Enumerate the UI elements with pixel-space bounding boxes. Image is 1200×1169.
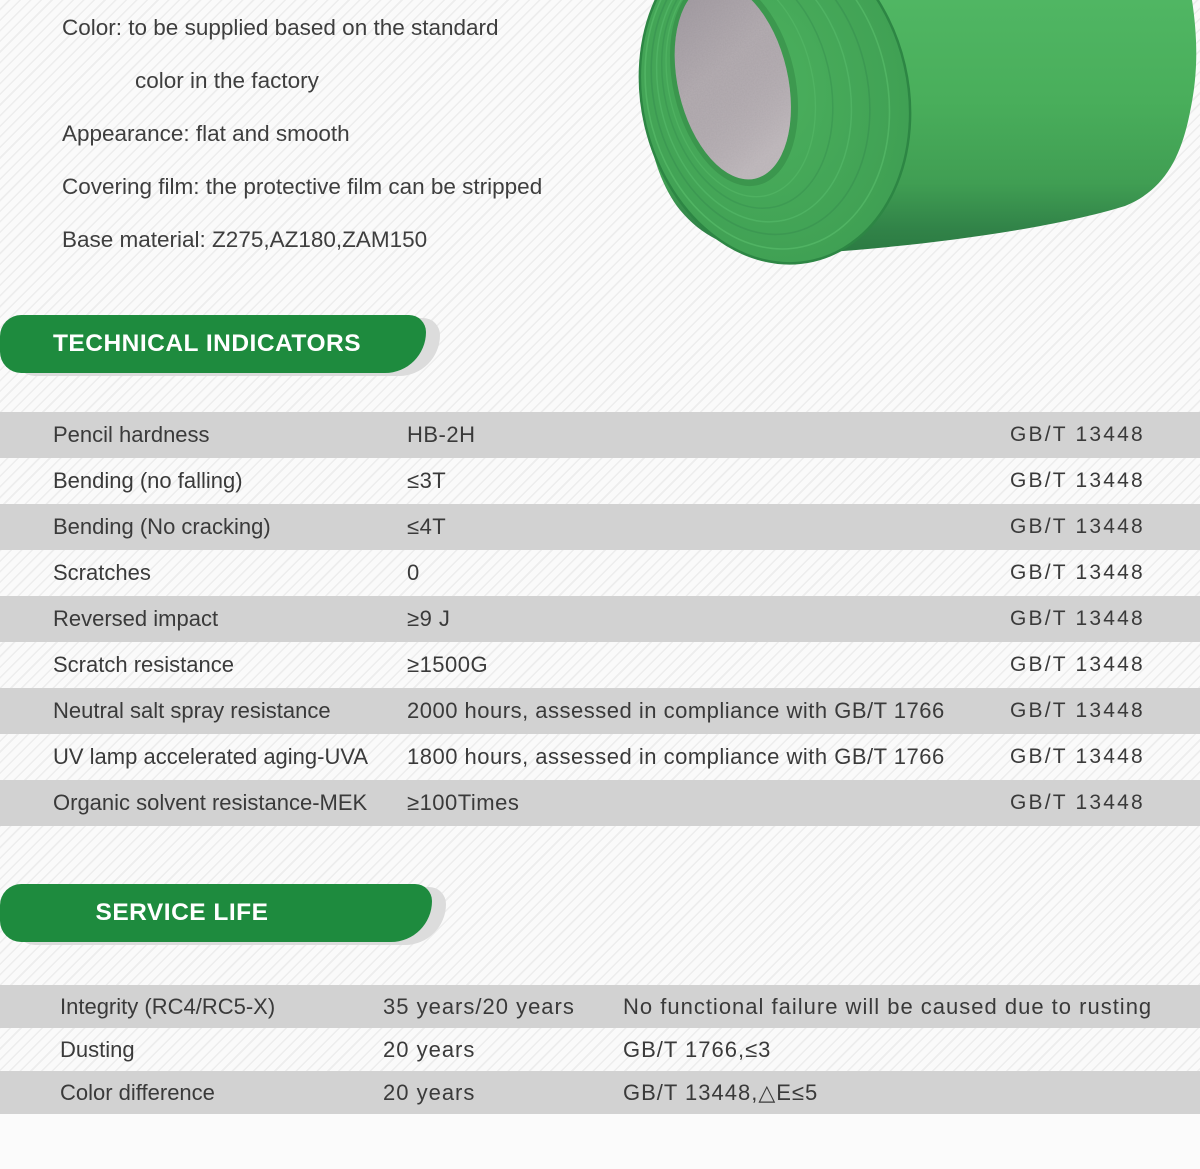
row-standard: No functional failure will be caused due to rusting [623, 993, 1153, 1019]
table-row [0, 596, 1200, 642]
table-row [0, 458, 1200, 504]
section-title-technical-indicators: TECHNICAL INDICATORS [52, 330, 362, 357]
row-item: Bending (No cracking) [53, 514, 271, 539]
row-standard: GB/T 13448 [1010, 791, 1145, 814]
row-item: Scratch resistance [53, 652, 234, 677]
row-item: Reversed impact [53, 606, 219, 631]
table-row [0, 1071, 1200, 1114]
table-row [0, 550, 1200, 596]
row-value: ≥1500G [407, 652, 489, 677]
table-row [0, 1028, 1200, 1071]
row-standard: GB/T 13448 [1010, 745, 1145, 768]
green-steel-coil-image [628, 0, 1200, 268]
row-value: 1800 hours, assessed in compliance with GB/T 1766 [407, 744, 945, 769]
table-row [0, 642, 1200, 688]
technical-indicators-table [0, 412, 1200, 826]
table-row [0, 780, 1200, 826]
row-item: Neutral salt spray resistance [53, 698, 331, 723]
row-value: ≥9 J [407, 606, 451, 631]
row-value: 35 years/20 years [383, 993, 575, 1019]
row-value: 2000 hours, assessed in compliance with GB/T 1766 [407, 698, 945, 723]
row-standard: GB/T 13448 [1010, 423, 1145, 446]
page-bottom-whitespace [0, 1114, 1200, 1169]
row-standard: GB/T 1766,≤3 [623, 1036, 772, 1062]
table-row [0, 688, 1200, 734]
section-banner-service-life [0, 884, 432, 942]
row-standard: GB/T 13448 [1010, 515, 1145, 538]
feature-appearance: Appearance: flat and smooth [62, 121, 350, 146]
row-standard: GB/T 13448 [1010, 699, 1145, 722]
row-item: Organic solvent resistance-MEK [53, 790, 368, 815]
row-standard: GB/T 13448 [1010, 561, 1145, 584]
product-features-list [62, 14, 542, 279]
table-row [0, 412, 1200, 458]
row-value: ≤4T [407, 514, 447, 539]
row-item: Scratches [53, 560, 151, 585]
row-value: 0 [407, 560, 420, 585]
table-row [0, 734, 1200, 780]
feature-base-material: Base material: Z275,AZ180,ZAM150 [62, 227, 428, 252]
table-row [0, 504, 1200, 550]
row-item: Color difference [60, 1079, 215, 1105]
row-standard: GB/T 13448 [1010, 607, 1145, 630]
section-banner-technical-indicators [0, 315, 426, 373]
table-row [0, 985, 1200, 1028]
feature-color-line2: color in the factory [135, 68, 319, 93]
row-standard: GB/T 13448,△E≤5 [623, 1079, 819, 1105]
row-value: ≥100Times [407, 790, 520, 815]
row-value: 20 years [383, 1079, 476, 1105]
feature-covering-film: Covering film: the protective film can be stripped [62, 174, 543, 199]
section-title-service-life: SERVICE LIFE [95, 899, 269, 926]
service-life-table [0, 985, 1200, 1114]
row-item: Integrity (RC4/RC5-X) [60, 993, 276, 1019]
row-value: ≤3T [407, 468, 447, 493]
row-standard: GB/T 13448 [1010, 653, 1145, 676]
row-item: UV lamp accelerated aging-UVA [53, 744, 369, 769]
row-standard: GB/T 13448 [1010, 469, 1145, 492]
row-item: Bending (no falling) [53, 468, 243, 493]
row-value: HB-2H [407, 422, 476, 447]
row-item: Dusting [60, 1036, 135, 1062]
row-value: 20 years [383, 1036, 476, 1062]
row-item: Pencil hardness [53, 422, 210, 447]
feature-color-line1: Color: to be supplied based on the standard [62, 15, 499, 40]
